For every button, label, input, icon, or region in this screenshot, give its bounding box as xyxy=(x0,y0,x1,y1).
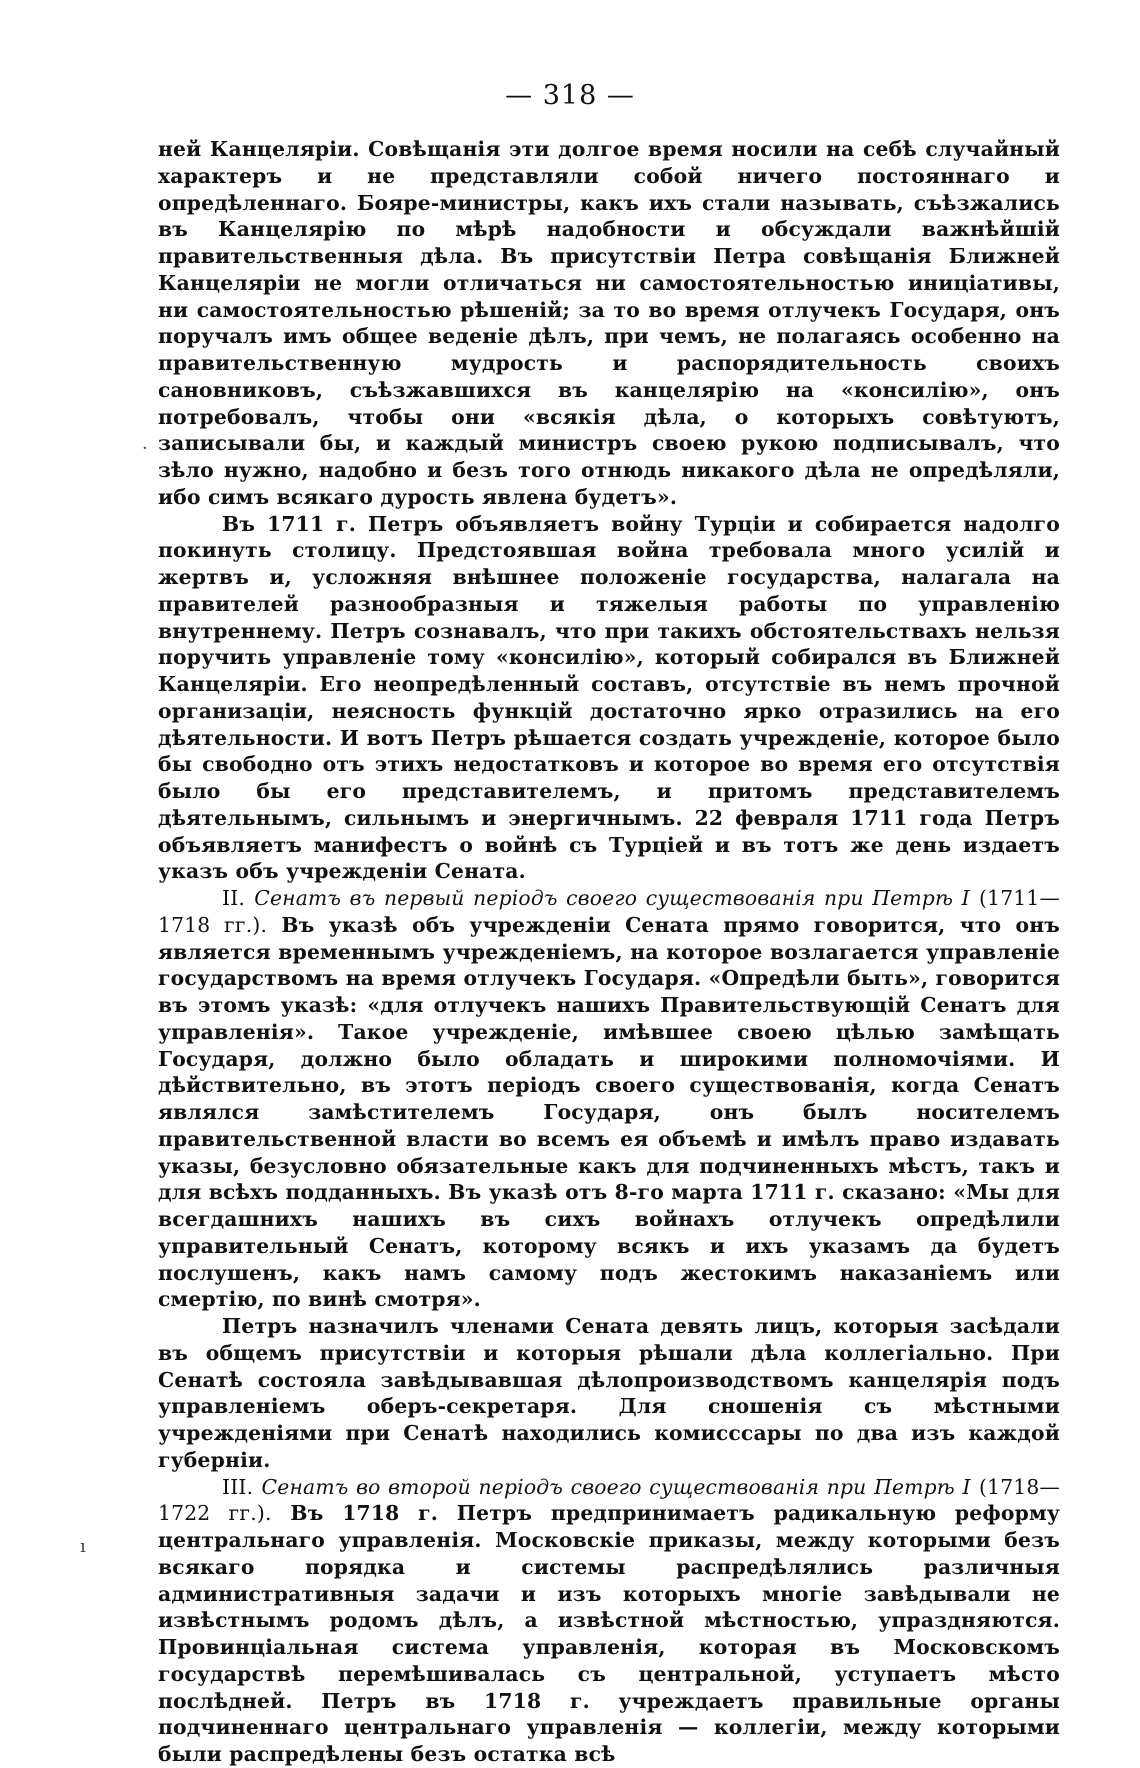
section-3-body: Въ 1718 г. Петръ предпринимаетъ радикальную реформу центральнаго управленія. Московскіе приказы, между которыми безъ всякаго порядка и системы распредѣлялись различныя административныя задачи и изъ которыхъ многіе завѣдывали не извѣстнымъ родомъ дѣлъ, а извѣстной мѣстностью, упраздняются. Провинціальная система управленія, которая въ Московскомъ государствѣ перемѣшивалась съ центральной, уступаетъ мѣсто послѣдней. Петръ въ 1718 г. учреждаетъ правильные органы подчиненнаго центральнаго управленія — коллегіи, между которыми были распредѣлены безъ остатка всѣ xyxy=(158,1501,1061,1766)
margin-tick-mark: ı xyxy=(80,1536,86,1557)
section-2-body: Въ указѣ объ учрежденіи Сената прямо говорится, что онъ является временнымъ учрежденіемъ, на которое возлагается управленіе государствомъ на время отлучекъ Государя. «Опредѣли быть», говорится въ этомъ указѣ: «для отлучекъ нашихъ Правительствующій Сенатъ для управленія». Такое учрежденіе, имѣвшее своею цѣлью замѣщать Государя, должно было обладать и широкими полномочіями. И дѣйствительно, въ этотъ періодъ своего существованія, когда Сенатъ являлся замѣстителемъ Государя, онъ былъ носителемъ правительственной власти во всемъ ея объемѣ и имѣлъ право издавать указы, безусловно обязательные какъ для подчиненныхъ мѣстъ, такъ и для всѣхъ подданныхъ. Въ указѣ отъ 8-го марта 1711 г. сказано: «Мы для всегдашнихъ нашихъ въ сихъ войнахъ отлучекъ опредѣлили управительный Сенатъ, которому всякъ и ихъ указамъ да будетъ послушенъ, какъ намъ самому подъ жестокимъ наказаніемъ или смертію, по винѣ смотря». xyxy=(158,912,1061,1312)
section-3-paragraph xyxy=(158,1474,1060,1768)
section-2-number: II. xyxy=(222,886,246,910)
page-number: — 318 — xyxy=(505,80,635,111)
paragraph-2: Въ 1711 г. Петръ объявляетъ войну Турціи и собирается надолго покинуть столицу. Предстоявшая война требовала много усилій и жертвъ и, усложняя внѣшнее положеніе государства, налагала на правителей разнообразныя и тяжелыя работы по управленію внутреннему. Петръ сознавалъ, что при такихъ обстоятельствахъ нельзя поручить управленіе тому «консилію», который собирался въ Ближней Канцеляріи. Его неопредѣленный составъ, отсутствіе въ немъ прочной организаціи, неясность функцій достаточно ярко отразились на его дѣятельности. И вотъ Петръ рѣшается создать учрежденіе, которое было бы свободно отъ этихъ недостатковъ и которое во время его отсутствія было бы его представителемъ, и притомъ представителемъ дѣятельнымъ, сильнымъ и энергичнымъ. 22 февраля 1711 года Петръ объявляетъ манифестъ о войнѣ съ Турціей и въ тотъ же день издаетъ указъ объ учрежденіи Сената. xyxy=(158,511,1060,884)
margin-tick-mark: · xyxy=(142,438,148,459)
section-2-dates: (1711—1718 гг.). xyxy=(158,886,1060,937)
section-2-title: Сенатъ въ первый періодъ своего существованія при Петрѣ I xyxy=(254,886,970,910)
section-3-dates: (1718—1722 гг.). xyxy=(158,1474,1060,1526)
paragraph-1: ней Канцеляріи. Совѣщанія эти долгое время носили на себѣ случайный характеръ и не представляли собой ничего постояннаго и опредѣленнаго. Бояре-министры, какъ ихъ стали называть, съѣзжались въ Канцелярію по мѣрѣ надобности и обсуждали важнѣйшій правительственныя дѣла. Въ присутствіи Петра совѣщанія Ближней Канцеляріи не могли отличаться ни самостоятельностью иниціативы, ни самостоятельностью рѣшеній; за то во время отлучекъ Государя, онъ поручалъ имъ общее веденіе дѣлъ, при чемъ, не полагаясь особенно на правительственную мудрость и распорядительность своихъ сановниковъ, съѣзжавшихся въ канцелярію на «консилію», онъ потребовалъ, чтобы они «всякія дѣла, о которыхъ совѣтуютъ, записывали бы, и каждый министръ своею рукою подписывалъ, что зѣло нужно, надобно и безъ того отнюдь никакого дѣла не опредѣляли, ибо симъ всякаго дурость явлена будетъ». xyxy=(158,137,1060,509)
section-2-paragraph xyxy=(158,885,1060,1313)
paragraph-4: Петръ назначилъ членами Сената девять лицъ, которыя засѣдали въ общемъ присутствіи и которыя рѣшали дѣла коллегіально. При Сенатѣ состояла завѣдывавшая дѣлопроизводствомъ канцелярія подъ управленіемъ оберъ-секретаря. Для сношенія съ мѣстными учрежденіями при Сенатѣ находились комисссары по два изъ каждой губерніи. xyxy=(158,1314,1060,1472)
section-3-title: Сенатъ во второй періодъ своего существованія при Петрѣ I xyxy=(261,1474,971,1499)
body-text xyxy=(158,136,1060,1768)
section-3-number: III. xyxy=(222,1474,254,1499)
